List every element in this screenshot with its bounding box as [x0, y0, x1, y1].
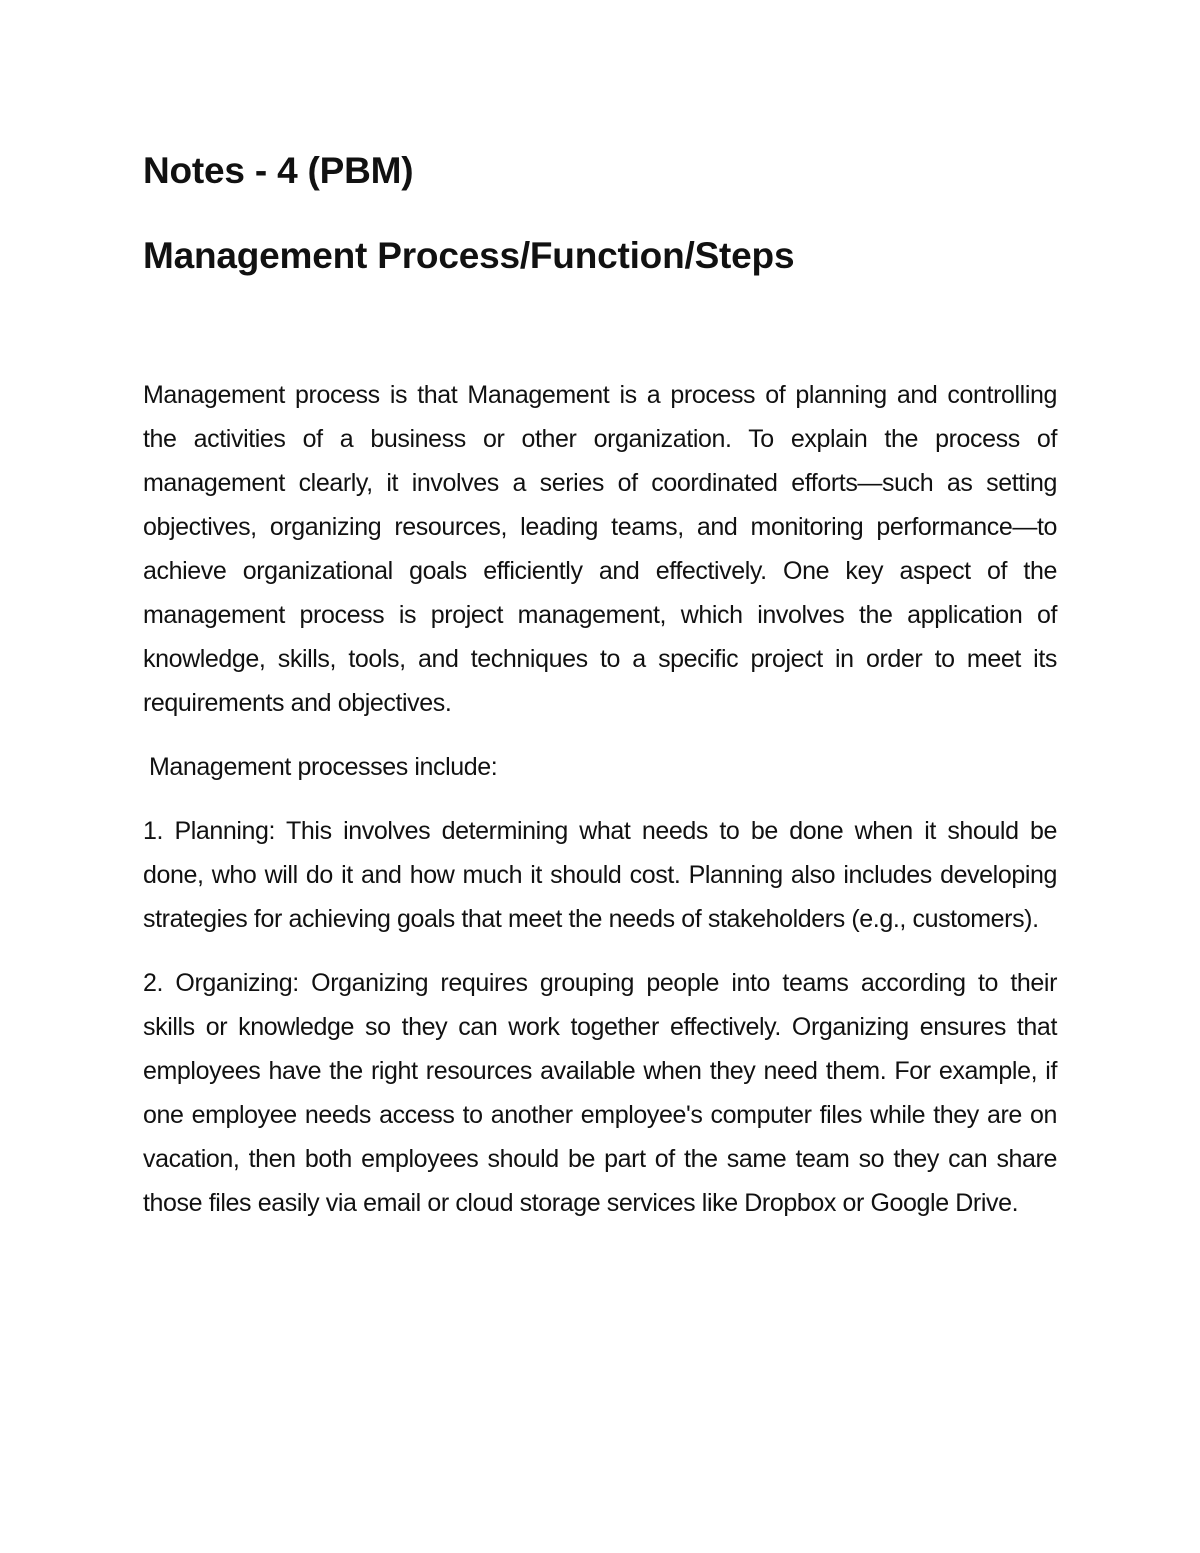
- intro-paragraph: Management process is that Management is a process of planning and controlling the activities of a business or other organization. To explain the process of management clearly, it involves a series of coordinated efforts—such as setting objectives, organizing resources, leading teams, and monitoring performance—to achieve organizational goals efficiently and effectively. One key aspect of the management process is project management, which involves the application of knowledge, skills, tools, and techniques to a specific project in order to meet its requirements and objectives.: [143, 381, 1057, 717]
- document-subtitle: Management Process/Function/Steps: [143, 235, 795, 276]
- document-title: Notes - 4 (PBM): [143, 150, 414, 191]
- list-item-organizing: 2. Organizing: Organizing requires grouping people into teams according to their skills or knowledge so they can work together effectively. Organizing ensures that employees have the right resources available when they need them. For example, if one employee needs access to another employee's computer files while they are on vacation, then both employees should be part of the same team so they can share those files easily via email or cloud storage services like Dropbox or Google Drive.: [143, 969, 1057, 1217]
- document-content: [143, 145, 1057, 1225]
- list-lead: Management processes include:: [149, 753, 498, 781]
- list-item-planning: 1. Planning: This involves determining what needs to be done when it should be done, who will do it and how much it should cost. Planning also includes developing strategies for achieving goals that meet the needs of stakeholders (e.g., customers).: [143, 817, 1057, 933]
